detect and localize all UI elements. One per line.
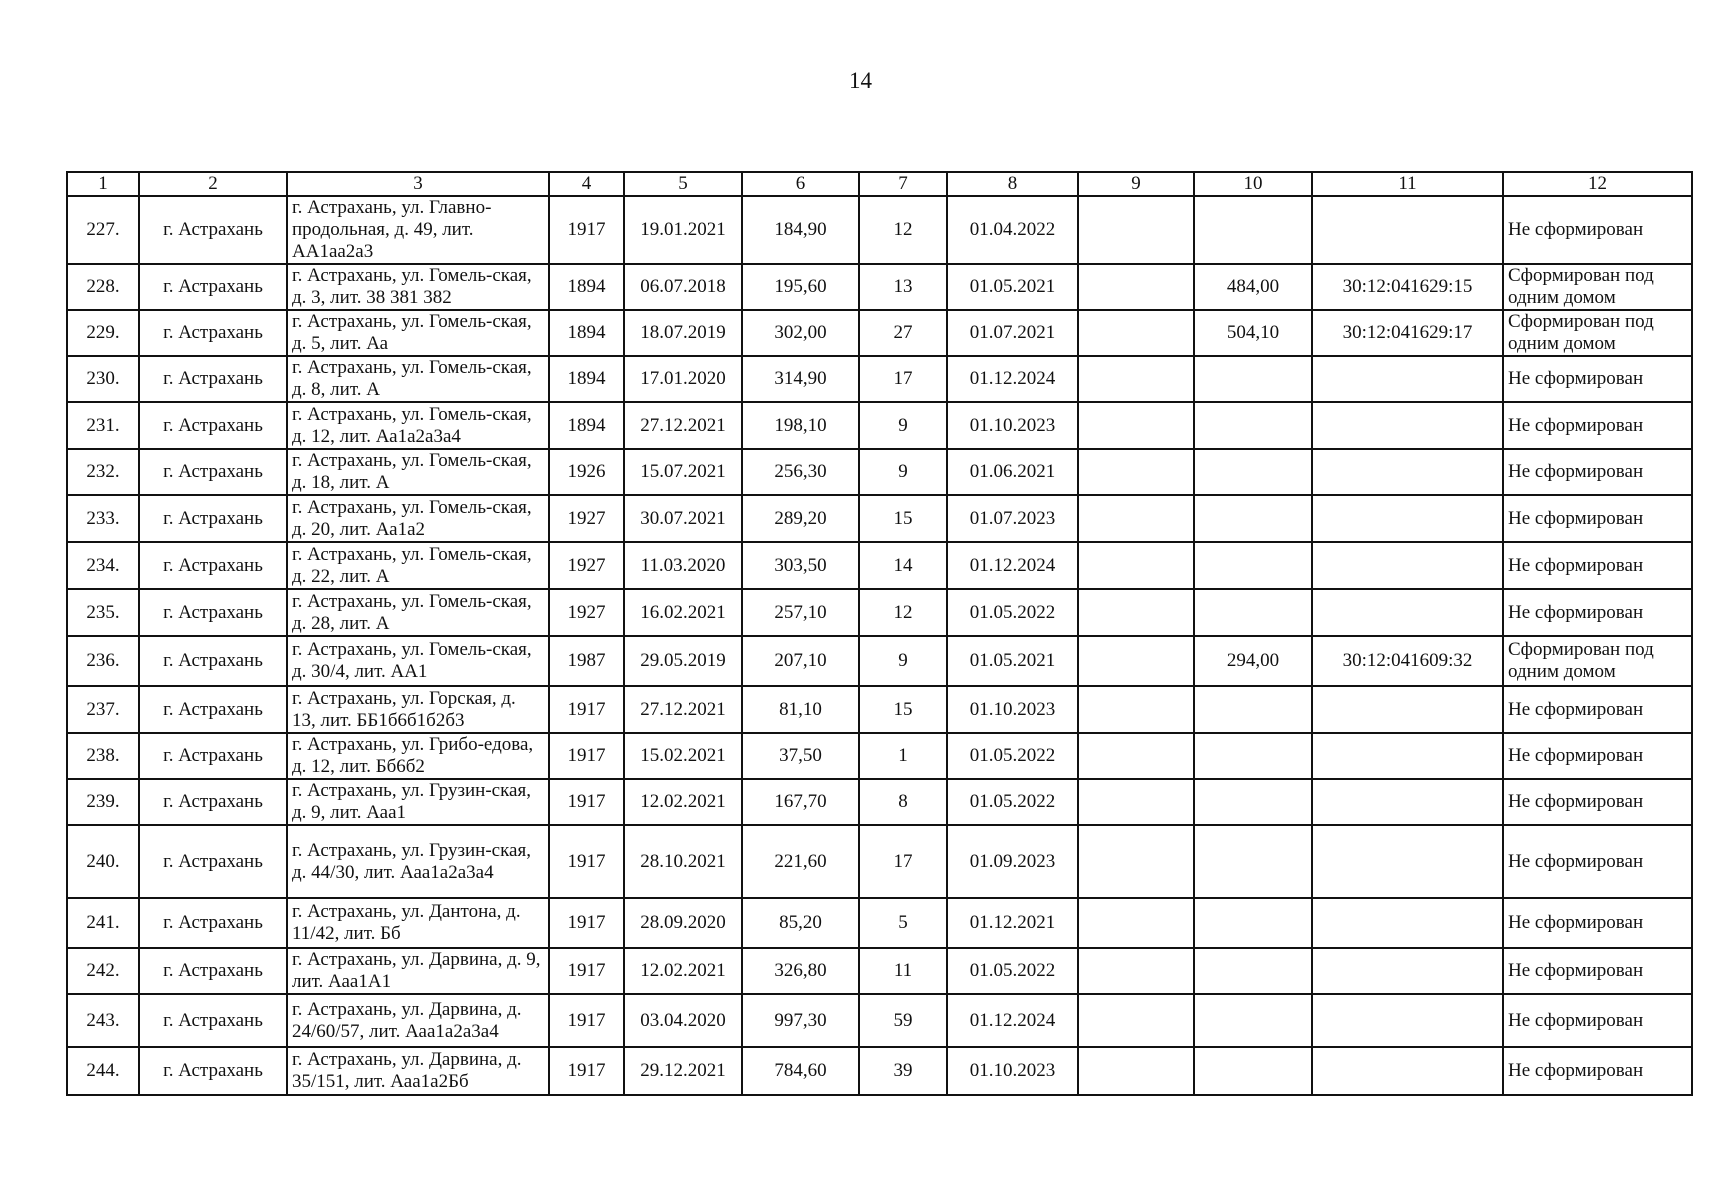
area-cell: 37,50: [742, 733, 859, 779]
land-area-cell: 294,00: [1194, 636, 1312, 686]
cadastral-number-cell: [1312, 733, 1503, 779]
count-cell: 15: [859, 686, 947, 733]
address-cell: г. Астрахань, ул. Дантона, д. 11/42, лит. Бб: [287, 898, 549, 948]
cadastral-number-cell: [1312, 994, 1503, 1047]
area-cell: 207,10: [742, 636, 859, 686]
count-cell: 39: [859, 1047, 947, 1095]
header-col-11: 11: [1312, 172, 1503, 196]
header-col-2: 2: [139, 172, 287, 196]
address-cell: г. Астрахань, ул. Дарвина, д. 24/60/57, лит. Ааа1а2а3а4: [287, 994, 549, 1047]
land-status-cell: Сформирован под одним домом: [1503, 310, 1692, 356]
table-body: [67, 196, 1692, 1095]
table-row: [67, 495, 1692, 542]
land-area-cell: [1194, 1047, 1312, 1095]
cadastral-number-cell: [1312, 196, 1503, 264]
city-cell: г. Астрахань: [139, 589, 287, 636]
land-status-cell: Не сформирован: [1503, 948, 1692, 994]
city-cell: г. Астрахань: [139, 310, 287, 356]
address-cell: г. Астрахань, ул. Главно-продольная, д. 49, лит. АА1аа2а3: [287, 196, 549, 264]
planned-date-cell: 01.05.2022: [947, 779, 1078, 825]
year-cell: 1917: [549, 898, 624, 948]
empty-cell-cell: [1078, 196, 1194, 264]
city-cell: г. Астрахань: [139, 196, 287, 264]
planned-date-cell: 01.10.2023: [947, 402, 1078, 449]
area-cell: 326,80: [742, 948, 859, 994]
count-cell: 11: [859, 948, 947, 994]
land-area-cell: [1194, 948, 1312, 994]
year-cell: 1917: [549, 825, 624, 898]
empty-cell-cell: [1078, 779, 1194, 825]
city-cell: г. Астрахань: [139, 898, 287, 948]
land-area-cell: [1194, 449, 1312, 495]
land-area-cell: [1194, 495, 1312, 542]
area-cell: 195,60: [742, 264, 859, 310]
cadastral-number-cell: [1312, 825, 1503, 898]
area-cell: 257,10: [742, 589, 859, 636]
address-cell: г. Астрахань, ул. Гомель-ская, д. 30/4, лит. АА1: [287, 636, 549, 686]
planned-date-cell: 01.05.2022: [947, 733, 1078, 779]
count-cell: 17: [859, 356, 947, 402]
land-status-cell: Не сформирован: [1503, 495, 1692, 542]
area-cell: 997,30: [742, 994, 859, 1047]
table-row: [67, 542, 1692, 589]
year-cell: 1917: [549, 733, 624, 779]
city-cell: г. Астрахань: [139, 1047, 287, 1095]
land-status-cell: Не сформирован: [1503, 825, 1692, 898]
area-cell: 184,90: [742, 196, 859, 264]
land-status-cell: Не сформирован: [1503, 898, 1692, 948]
land-area-cell: [1194, 402, 1312, 449]
date-cell: 29.12.2021: [624, 1047, 742, 1095]
land-status-cell: Не сформирован: [1503, 196, 1692, 264]
row-number-cell: 241.: [67, 898, 139, 948]
count-cell: 27: [859, 310, 947, 356]
row-number-cell: 228.: [67, 264, 139, 310]
empty-cell-cell: [1078, 589, 1194, 636]
area-cell: 221,60: [742, 825, 859, 898]
planned-date-cell: 01.05.2022: [947, 589, 1078, 636]
row-number-cell: 230.: [67, 356, 139, 402]
address-cell: г. Астрахань, ул. Гомель-ская, д. 3, лит. 38 381 382: [287, 264, 549, 310]
year-cell: 1894: [549, 402, 624, 449]
address-cell: г. Астрахань, ул. Грузин-ская, д. 44/30, лит. Ааа1а2а3а4: [287, 825, 549, 898]
table-row: [67, 310, 1692, 356]
cadastral-number-cell: [1312, 356, 1503, 402]
year-cell: 1894: [549, 264, 624, 310]
housing-register-table: [66, 171, 1693, 1096]
row-number-cell: 236.: [67, 636, 139, 686]
year-cell: 1927: [549, 542, 624, 589]
table-row: [67, 898, 1692, 948]
date-cell: 12.02.2021: [624, 779, 742, 825]
table-row: [67, 994, 1692, 1047]
empty-cell-cell: [1078, 264, 1194, 310]
planned-date-cell: 01.07.2023: [947, 495, 1078, 542]
count-cell: 17: [859, 825, 947, 898]
date-cell: 03.04.2020: [624, 994, 742, 1047]
date-cell: 16.02.2021: [624, 589, 742, 636]
land-area-cell: [1194, 994, 1312, 1047]
row-number-cell: 233.: [67, 495, 139, 542]
empty-cell-cell: [1078, 686, 1194, 733]
land-status-cell: Не сформирован: [1503, 1047, 1692, 1095]
address-cell: г. Астрахань, ул. Гомель-ская, д. 8, лит. А: [287, 356, 549, 402]
count-cell: 5: [859, 898, 947, 948]
row-number-cell: 237.: [67, 686, 139, 733]
area-cell: 85,20: [742, 898, 859, 948]
date-cell: 12.02.2021: [624, 948, 742, 994]
area-cell: 289,20: [742, 495, 859, 542]
area-cell: 302,00: [742, 310, 859, 356]
date-cell: 06.07.2018: [624, 264, 742, 310]
land-area-cell: [1194, 356, 1312, 402]
table-row: [67, 1047, 1692, 1095]
land-area-cell: [1194, 779, 1312, 825]
land-status-cell: Не сформирован: [1503, 589, 1692, 636]
row-number-cell: 234.: [67, 542, 139, 589]
address-cell: г. Астрахань, ул. Гомель-ская, д. 20, лит. Аа1а2: [287, 495, 549, 542]
planned-date-cell: 01.12.2021: [947, 898, 1078, 948]
count-cell: 9: [859, 449, 947, 495]
address-cell: г. Астрахань, ул. Гомель-ская, д. 12, лит. Аа1а2а3а4: [287, 402, 549, 449]
row-number-cell: 242.: [67, 948, 139, 994]
header-col-7: 7: [859, 172, 947, 196]
date-cell: 27.12.2021: [624, 686, 742, 733]
row-number-cell: 243.: [67, 994, 139, 1047]
city-cell: г. Астрахань: [139, 402, 287, 449]
date-cell: 28.09.2020: [624, 898, 742, 948]
planned-date-cell: 01.09.2023: [947, 825, 1078, 898]
planned-date-cell: 01.12.2024: [947, 542, 1078, 589]
land-status-cell: Не сформирован: [1503, 449, 1692, 495]
year-cell: 1917: [549, 779, 624, 825]
year-cell: 1917: [549, 948, 624, 994]
address-cell: г. Астрахань, ул. Грузин-ская, д. 9, лит. Ааа1: [287, 779, 549, 825]
count-cell: 12: [859, 589, 947, 636]
planned-date-cell: 01.12.2024: [947, 994, 1078, 1047]
page-number: 14: [849, 68, 872, 93]
date-cell: 18.07.2019: [624, 310, 742, 356]
header-col-3: 3: [287, 172, 549, 196]
date-cell: 17.01.2020: [624, 356, 742, 402]
year-cell: 1917: [549, 994, 624, 1047]
cadastral-number-cell: [1312, 495, 1503, 542]
table-row: [67, 264, 1692, 310]
cadastral-number-cell: [1312, 1047, 1503, 1095]
table-row: [67, 402, 1692, 449]
count-cell: 13: [859, 264, 947, 310]
cadastral-number-cell: [1312, 686, 1503, 733]
address-cell: г. Астрахань, ул. Гомель-ская, д. 5, лит. Аа: [287, 310, 549, 356]
cadastral-number-cell: [1312, 542, 1503, 589]
city-cell: г. Астрахань: [139, 686, 287, 733]
empty-cell-cell: [1078, 1047, 1194, 1095]
header-col-9: 9: [1078, 172, 1194, 196]
area-cell: 784,60: [742, 1047, 859, 1095]
cadastral-number-cell: [1312, 449, 1503, 495]
land-status-cell: Не сформирован: [1503, 733, 1692, 779]
date-cell: 15.07.2021: [624, 449, 742, 495]
land-area-cell: [1194, 589, 1312, 636]
planned-date-cell: 01.12.2024: [947, 356, 1078, 402]
land-status-cell: Сформирован под одним домом: [1503, 264, 1692, 310]
city-cell: г. Астрахань: [139, 636, 287, 686]
planned-date-cell: 01.10.2023: [947, 1047, 1078, 1095]
land-status-cell: Не сформирован: [1503, 686, 1692, 733]
count-cell: 14: [859, 542, 947, 589]
address-cell: г. Астрахань, ул. Гомель-ская, д. 18, лит. А: [287, 449, 549, 495]
cadastral-number-cell: 30:12:041629:15: [1312, 264, 1503, 310]
empty-cell-cell: [1078, 898, 1194, 948]
address-cell: г. Астрахань, ул. Горская, д. 13, лит. ББ1б6б1б2б3: [287, 686, 549, 733]
table-row: [67, 825, 1692, 898]
year-cell: 1917: [549, 1047, 624, 1095]
land-area-cell: [1194, 733, 1312, 779]
count-cell: 12: [859, 196, 947, 264]
empty-cell-cell: [1078, 310, 1194, 356]
area-cell: 81,10: [742, 686, 859, 733]
cadastral-number-cell: 30:12:041609:32: [1312, 636, 1503, 686]
row-number-cell: 240.: [67, 825, 139, 898]
row-number-cell: 232.: [67, 449, 139, 495]
header-col-4: 4: [549, 172, 624, 196]
land-area-cell: [1194, 196, 1312, 264]
land-area-cell: [1194, 686, 1312, 733]
row-number-cell: 231.: [67, 402, 139, 449]
land-area-cell: [1194, 898, 1312, 948]
area-cell: 303,50: [742, 542, 859, 589]
land-status-cell: Не сформирован: [1503, 356, 1692, 402]
table-row: [67, 636, 1692, 686]
date-cell: 28.10.2021: [624, 825, 742, 898]
empty-cell-cell: [1078, 356, 1194, 402]
date-cell: 15.02.2021: [624, 733, 742, 779]
area-cell: 256,30: [742, 449, 859, 495]
city-cell: г. Астрахань: [139, 542, 287, 589]
city-cell: г. Астрахань: [139, 994, 287, 1047]
address-cell: г. Астрахань, ул. Гомель-ская, д. 28, лит. А: [287, 589, 549, 636]
planned-date-cell: 01.05.2022: [947, 948, 1078, 994]
header-col-8: 8: [947, 172, 1078, 196]
date-cell: 11.03.2020: [624, 542, 742, 589]
table-row: [67, 779, 1692, 825]
address-cell: г. Астрахань, ул. Дарвина, д. 9, лит. Ааа1А1: [287, 948, 549, 994]
date-cell: 27.12.2021: [624, 402, 742, 449]
count-cell: 8: [859, 779, 947, 825]
count-cell: 9: [859, 402, 947, 449]
land-status-cell: Не сформирован: [1503, 994, 1692, 1047]
table-header: [67, 172, 1692, 196]
land-status-cell: Не сформирован: [1503, 542, 1692, 589]
planned-date-cell: 01.05.2021: [947, 636, 1078, 686]
row-number-cell: 229.: [67, 310, 139, 356]
count-cell: 9: [859, 636, 947, 686]
area-cell: 198,10: [742, 402, 859, 449]
city-cell: г. Астрахань: [139, 356, 287, 402]
date-cell: 19.01.2021: [624, 196, 742, 264]
planned-date-cell: 01.10.2023: [947, 686, 1078, 733]
header-col-5: 5: [624, 172, 742, 196]
year-cell: 1987: [549, 636, 624, 686]
date-cell: 29.05.2019: [624, 636, 742, 686]
table-row: [67, 356, 1692, 402]
empty-cell-cell: [1078, 402, 1194, 449]
year-cell: 1894: [549, 310, 624, 356]
header-col-1: 1: [67, 172, 139, 196]
cadastral-number-cell: 30:12:041629:17: [1312, 310, 1503, 356]
city-cell: г. Астрахань: [139, 495, 287, 542]
cadastral-number-cell: [1312, 898, 1503, 948]
city-cell: г. Астрахань: [139, 948, 287, 994]
cadastral-number-cell: [1312, 779, 1503, 825]
empty-cell-cell: [1078, 733, 1194, 779]
city-cell: г. Астрахань: [139, 733, 287, 779]
empty-cell-cell: [1078, 994, 1194, 1047]
year-cell: 1917: [549, 686, 624, 733]
table-row: [67, 589, 1692, 636]
empty-cell-cell: [1078, 542, 1194, 589]
area-cell: 167,70: [742, 779, 859, 825]
land-status-cell: Не сформирован: [1503, 402, 1692, 449]
land-status-cell: Не сформирован: [1503, 779, 1692, 825]
row-number-cell: 235.: [67, 589, 139, 636]
year-cell: 1917: [549, 196, 624, 264]
year-cell: 1927: [549, 495, 624, 542]
year-cell: 1927: [549, 589, 624, 636]
address-cell: г. Астрахань, ул. Дарвина, д. 35/151, лит. Ааа1а2Бб: [287, 1047, 549, 1095]
land-area-cell: [1194, 542, 1312, 589]
date-cell: 30.07.2021: [624, 495, 742, 542]
city-cell: г. Астрахань: [139, 779, 287, 825]
cadastral-number-cell: [1312, 402, 1503, 449]
row-number-cell: 238.: [67, 733, 139, 779]
header-col-12: 12: [1503, 172, 1692, 196]
address-cell: г. Астрахань, ул. Гомель-ская, д. 22, лит. А: [287, 542, 549, 589]
row-number-cell: 244.: [67, 1047, 139, 1095]
row-number-cell: 239.: [67, 779, 139, 825]
cadastral-number-cell: [1312, 589, 1503, 636]
planned-date-cell: 01.05.2021: [947, 264, 1078, 310]
land-status-cell: Сформирован под одним домом: [1503, 636, 1692, 686]
land-area-cell: 484,00: [1194, 264, 1312, 310]
table-row: [67, 449, 1692, 495]
count-cell: 15: [859, 495, 947, 542]
empty-cell-cell: [1078, 636, 1194, 686]
city-cell: г. Астрахань: [139, 449, 287, 495]
table-row: [67, 196, 1692, 264]
table-row: [67, 948, 1692, 994]
city-cell: г. Астрахань: [139, 264, 287, 310]
row-number-cell: 227.: [67, 196, 139, 264]
area-cell: 314,90: [742, 356, 859, 402]
empty-cell-cell: [1078, 825, 1194, 898]
count-cell: 59: [859, 994, 947, 1047]
city-cell: г. Астрахань: [139, 825, 287, 898]
table-row: [67, 733, 1692, 779]
planned-date-cell: 01.04.2022: [947, 196, 1078, 264]
year-cell: 1926: [549, 449, 624, 495]
table-row: [67, 686, 1692, 733]
header-col-10: 10: [1194, 172, 1312, 196]
planned-date-cell: 01.06.2021: [947, 449, 1078, 495]
land-area-cell: 504,10: [1194, 310, 1312, 356]
empty-cell-cell: [1078, 495, 1194, 542]
empty-cell-cell: [1078, 948, 1194, 994]
address-cell: г. Астрахань, ул. Грибо-едова, д. 12, лит. Бб6б2: [287, 733, 549, 779]
empty-cell-cell: [1078, 449, 1194, 495]
count-cell: 1: [859, 733, 947, 779]
year-cell: 1894: [549, 356, 624, 402]
planned-date-cell: 01.07.2021: [947, 310, 1078, 356]
land-area-cell: [1194, 825, 1312, 898]
cadastral-number-cell: [1312, 948, 1503, 994]
header-col-6: 6: [742, 172, 859, 196]
